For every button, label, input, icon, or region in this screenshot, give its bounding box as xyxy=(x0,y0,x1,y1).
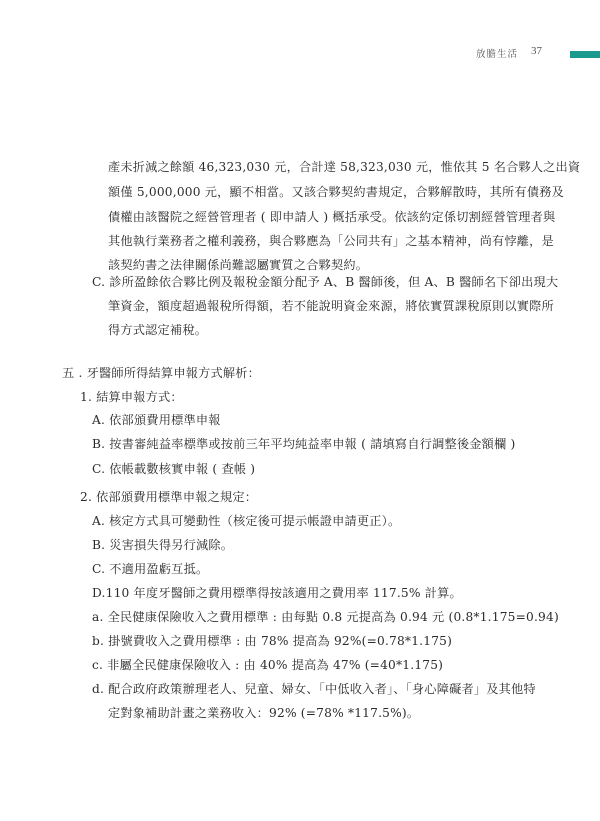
item-2-d: D.110 年度牙醫師之費用標準得按該適用之費用率 117.5% 計算。 xyxy=(92,586,462,600)
page-number: 37 xyxy=(531,45,542,57)
text-line: 其他執行業務者之權利義務，與合夥應為「公同共有」之基本精神，尚有悖離，是 xyxy=(108,234,554,248)
item-2-sub-c: c. 非屬全民健康保險收入 : 由 40% 提高為 47% (=40*1.175) xyxy=(92,658,444,672)
item-2-sub-d: d. 配合政府政策辦理老人、兒童、婦女、「中低收入者」、「身心障礙者」及其他特 xyxy=(92,682,536,696)
page-header xyxy=(0,44,600,64)
item-1-c: C. 依帳載數核實申報 ( 查帳 ) xyxy=(92,462,256,476)
item-2-sub-a: a. 全民健康保險收入之費用標準 : 由每點 0.8 元提高為 0.94 元 (0.8*1.175=0.94) xyxy=(92,610,559,624)
item-1-b: B. 按書審純益率標準或按前三年平均純益率申報 ( 請填寫自行調整後金額欄 ) xyxy=(92,437,516,451)
item-2-sub-d-cont: 定對象補助計畫之業務收入：92% (=78% *117.5%)。 xyxy=(108,706,420,720)
text-line: 額僅 5,000,000 元，顯不相當。又該合夥契約書規定，合夥解散時，其所有債務及 xyxy=(108,185,564,199)
section-5-heading: 五 . 牙醫師所得結算申報方式解析： xyxy=(62,366,261,380)
text-line: 產未折減之餘額 46,323,030 元，合計達 58,323,030 元，惟依其 5 名合夥人之出資 xyxy=(108,160,581,174)
running-title: 放膽生活 xyxy=(475,49,518,60)
text-line: C. 診所盈餘依合夥比例及報稅金額分配予 A、B 醫師後，但 A、B 醫師名下卻出現大 xyxy=(92,275,559,289)
text-line: 債權由該醫院之經營管理者 ( 即申請人 ) 概括承受。依該約定係切割經營管理者與 xyxy=(108,210,556,224)
item-2-heading: 2. 依部頒費用標準申報之規定： xyxy=(80,490,258,504)
item-1-heading: 1. 結算申報方式： xyxy=(80,390,183,404)
text-line: 得方式認定補稅。 xyxy=(108,323,208,337)
accent-bar xyxy=(570,51,600,58)
item-2-c: C. 不適用盈虧互抵。 xyxy=(92,562,209,576)
item-2-b: B. 災害損失得另行減除。 xyxy=(92,538,234,552)
text-line: 該契約書之法律關係尚難認屬實質之合夥契約。 xyxy=(108,258,369,272)
item-1-a: A. 依部頒費用標準申報 xyxy=(92,413,221,427)
item-2-a: A. 核定方式具可變動性（核定後可提示帳證申請更正）。 xyxy=(92,514,401,528)
text-line: 筆資金，額度超過報稅所得額，若不能說明資金來源，將依實質課稅原則以實際所 xyxy=(108,299,554,313)
item-2-sub-b: b. 掛號費收入之費用標準 : 由 78% 提高為 92%(=0.78*1.175) xyxy=(92,634,453,648)
